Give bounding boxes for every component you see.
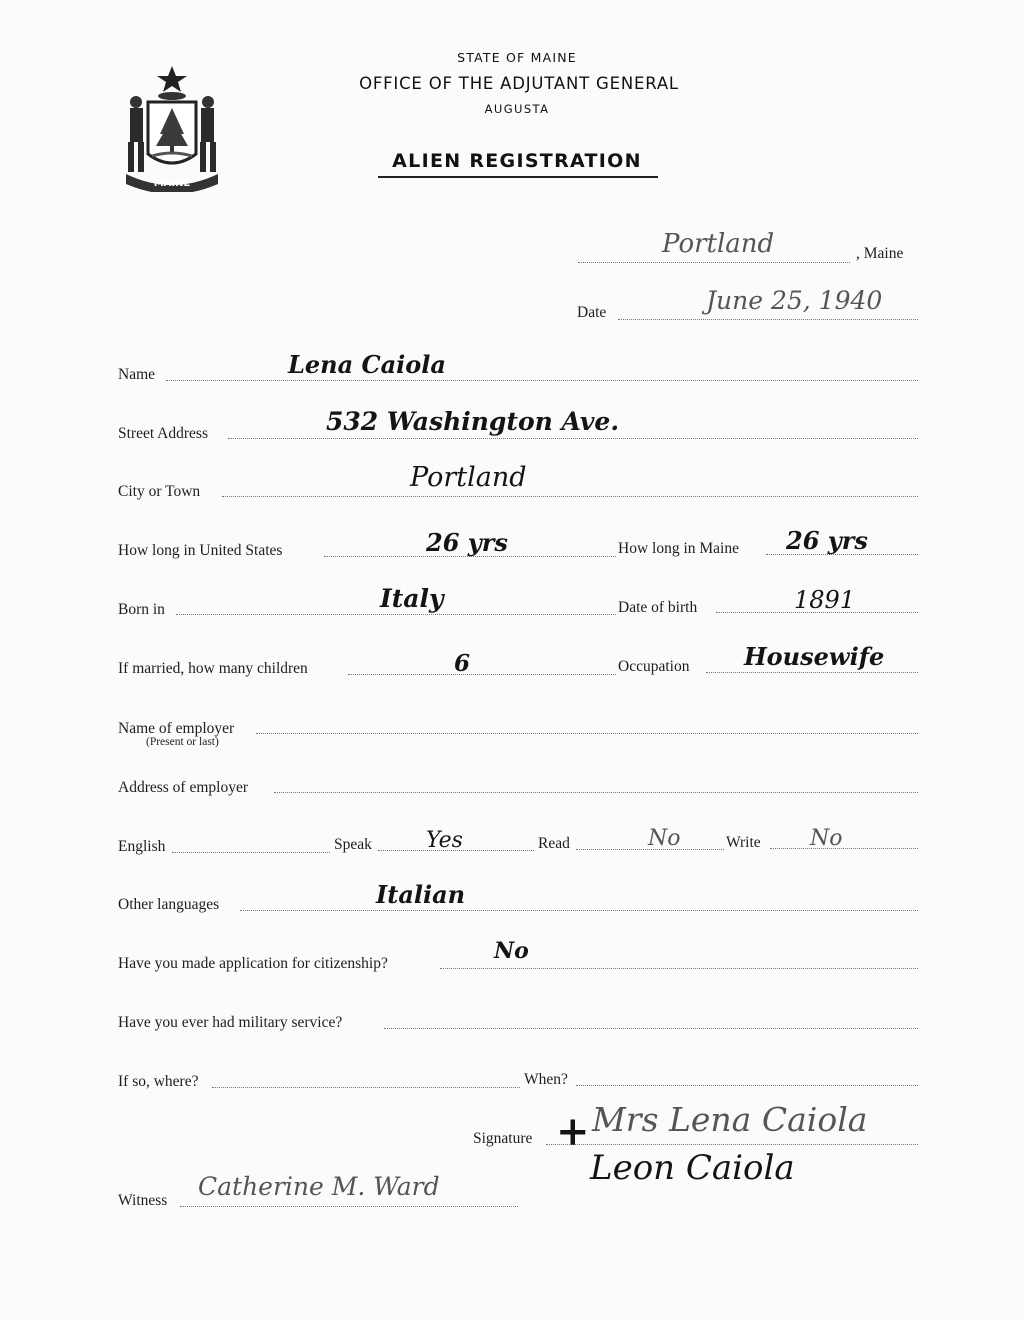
signature-mark: + bbox=[556, 1108, 590, 1155]
header-office: OFFICE OF THE ADJUTANT GENERAL bbox=[359, 74, 679, 93]
write-line bbox=[770, 848, 918, 849]
other-languages-line bbox=[240, 910, 918, 911]
signature-line2[interactable]: Leon Caiola bbox=[590, 1148, 795, 1188]
place-suffix: , Maine bbox=[856, 245, 904, 262]
employer-address-line bbox=[274, 792, 918, 793]
military-label: Have you ever had military service? bbox=[118, 1014, 343, 1031]
maine-time-label: How long in Maine bbox=[618, 540, 739, 557]
read-value[interactable]: No bbox=[648, 826, 681, 851]
street-value[interactable]: 532 Washington Ave. bbox=[326, 407, 620, 436]
name-value[interactable]: Lena Caiola bbox=[288, 350, 446, 379]
signature-line bbox=[546, 1144, 918, 1145]
street-line bbox=[228, 438, 918, 439]
write-label: Write bbox=[726, 834, 761, 851]
form-title: ALIEN REGISTRATION bbox=[392, 150, 642, 172]
employer-address-label: Address of employer bbox=[118, 779, 248, 796]
witness-line bbox=[180, 1206, 518, 1207]
when-line bbox=[576, 1085, 918, 1086]
dob-label: Date of birth bbox=[618, 599, 698, 616]
dob-value[interactable]: 1891 bbox=[794, 586, 856, 614]
street-label: Street Address bbox=[118, 425, 208, 442]
occupation-label: Occupation bbox=[618, 658, 690, 675]
city-line bbox=[222, 496, 918, 497]
when-label: When? bbox=[524, 1071, 568, 1088]
occupation-value[interactable]: Housewife bbox=[744, 642, 885, 671]
military-line bbox=[384, 1028, 918, 1029]
name-label: Name bbox=[118, 366, 156, 383]
us-time-label: How long in United States bbox=[118, 542, 283, 559]
title-underline bbox=[378, 176, 658, 178]
place-line bbox=[578, 262, 850, 263]
witness-label: Witness bbox=[118, 1192, 168, 1209]
where-line bbox=[212, 1087, 520, 1088]
employer-line bbox=[256, 733, 918, 734]
name-line bbox=[166, 380, 918, 381]
born-in-label: Born in bbox=[118, 601, 165, 618]
occupation-line bbox=[706, 672, 918, 673]
signature-label: Signature bbox=[473, 1130, 533, 1147]
english-line bbox=[172, 852, 330, 853]
header-city: AUGUSTA bbox=[484, 102, 550, 116]
seal-banner-text: MAINE bbox=[153, 178, 191, 189]
citizenship-line bbox=[440, 968, 918, 969]
header-state: STATE OF MAINE bbox=[457, 50, 577, 65]
citizenship-value[interactable]: No bbox=[494, 938, 529, 964]
born-in-value[interactable]: Italy bbox=[380, 584, 444, 613]
where-label: If so, where? bbox=[118, 1073, 199, 1090]
speak-value[interactable]: Yes bbox=[426, 828, 463, 853]
other-languages-label: Other languages bbox=[118, 896, 220, 913]
date-label: Date bbox=[577, 304, 607, 321]
date-value[interactable]: June 25, 1940 bbox=[706, 286, 883, 315]
children-label: If married, how many children bbox=[118, 660, 308, 677]
children-value[interactable]: 6 bbox=[454, 650, 471, 677]
born-in-line bbox=[176, 614, 616, 615]
employer-sublabel: (Present or last) bbox=[146, 736, 219, 748]
speak-label: Speak bbox=[334, 836, 372, 853]
city-value[interactable]: Portland bbox=[410, 462, 527, 493]
signature-line1[interactable]: Mrs Lena Caiola bbox=[592, 1100, 868, 1139]
date-line bbox=[618, 319, 918, 320]
write-value[interactable]: No bbox=[810, 826, 843, 851]
other-languages-value[interactable]: Italian bbox=[376, 880, 466, 909]
place-value[interactable]: Portland bbox=[662, 229, 775, 259]
citizenship-label: Have you made application for citizenship? bbox=[118, 955, 388, 972]
employer-label: Name of employer bbox=[118, 720, 235, 737]
us-time-value[interactable]: 26 yrs bbox=[426, 528, 508, 557]
english-label: English bbox=[118, 838, 166, 855]
children-line bbox=[348, 674, 616, 675]
read-label: Read bbox=[538, 835, 570, 852]
maine-time-value[interactable]: 26 yrs bbox=[786, 526, 868, 555]
city-label: City or Town bbox=[118, 483, 201, 500]
witness-value[interactable]: Catherine M. Ward bbox=[198, 1172, 440, 1201]
